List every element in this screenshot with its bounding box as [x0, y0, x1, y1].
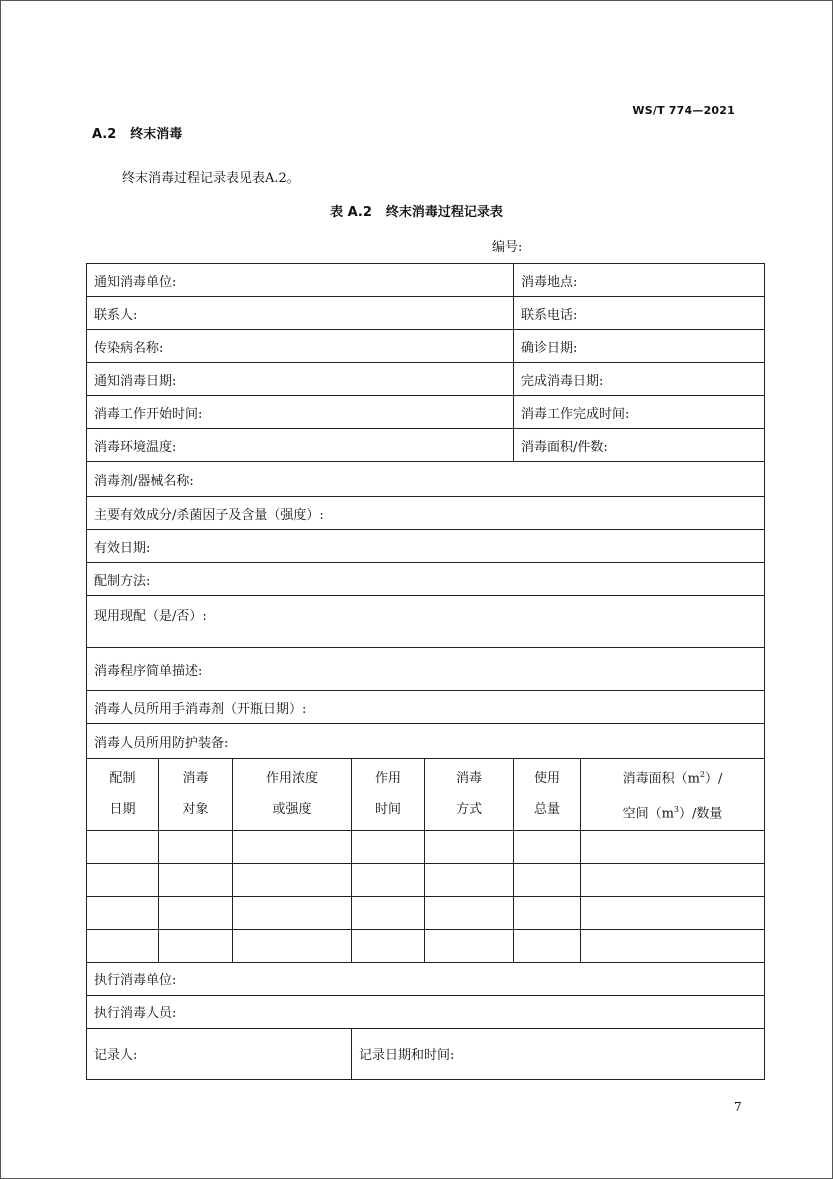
table-caption-title: 终末消毒过程记录表: [385, 205, 503, 220]
col-header-total: 使用 总量: [514, 759, 581, 831]
col-header-duration: 作用 时间: [352, 759, 425, 831]
entry-cell[interactable]: [581, 863, 765, 896]
col-header-object: 消毒 对象: [159, 759, 233, 831]
notify-unit-cell[interactable]: 通知消毒单位:: [87, 264, 514, 297]
entry-cell[interactable]: [425, 863, 514, 896]
prep-method-cell[interactable]: 配制方法:: [87, 563, 765, 596]
freshly-prepared-cell[interactable]: 现用现配（是/否）:: [87, 596, 765, 648]
disinfection-record-table: [86, 263, 765, 1080]
section-number: A.2: [92, 127, 117, 142]
entry-cell[interactable]: [514, 863, 581, 896]
table-row: [87, 462, 765, 497]
entry-cell[interactable]: [425, 929, 514, 962]
table-row: [87, 962, 765, 995]
col-header-prep-date: 配制 日期: [87, 759, 159, 831]
contact-phone-cell[interactable]: 联系电话:: [514, 297, 765, 330]
table-row: [87, 896, 765, 929]
section-title: 终末消毒: [130, 127, 183, 142]
table-row: [87, 929, 765, 962]
location-cell[interactable]: 消毒地点:: [514, 264, 765, 297]
entry-cell[interactable]: [159, 929, 233, 962]
exec-unit-cell[interactable]: 执行消毒单位:: [87, 962, 765, 995]
document-code: WS/T 774—2021: [632, 104, 735, 117]
ppe-cell[interactable]: 消毒人员所用防护装备:: [87, 724, 765, 759]
table-row: [87, 530, 765, 563]
record-datetime-cell[interactable]: 记录日期和时间:: [352, 1028, 765, 1079]
table-caption-number: 表 A.2: [330, 205, 372, 220]
area-count-cell[interactable]: 消毒面积/件数:: [514, 429, 765, 462]
hand-sanitizer-cell[interactable]: 消毒人员所用手消毒剂（开瓶日期）:: [87, 691, 765, 724]
notify-date-cell[interactable]: 通知消毒日期:: [87, 363, 514, 396]
entry-cell[interactable]: [514, 929, 581, 962]
table-row: [87, 563, 765, 596]
complete-date-cell[interactable]: 完成消毒日期:: [514, 363, 765, 396]
entry-cell[interactable]: [352, 929, 425, 962]
table-row: [87, 830, 765, 863]
col-header-area-volume: 消毒面积$(m^2)/$ 空间$(m^3)/$数量: [581, 759, 765, 831]
entry-cell[interactable]: [159, 830, 233, 863]
section-heading: [92, 123, 182, 142]
entry-cell[interactable]: [352, 863, 425, 896]
procedure-desc-cell[interactable]: 消毒程序简单描述:: [87, 648, 765, 691]
table-row: [87, 264, 765, 297]
intro-text: 终末消毒过程记录表见表A.2。: [122, 171, 300, 186]
entry-cell[interactable]: [159, 896, 233, 929]
entry-cell[interactable]: [87, 863, 159, 896]
entry-cell[interactable]: [233, 929, 352, 962]
table-row: [87, 497, 765, 530]
table-row: [87, 330, 765, 363]
expiry-cell[interactable]: 有效日期:: [87, 530, 765, 563]
entry-cell[interactable]: [425, 830, 514, 863]
entry-cell[interactable]: [352, 830, 425, 863]
finish-time-cell[interactable]: 消毒工作完成时间:: [514, 396, 765, 429]
start-time-cell[interactable]: 消毒工作开始时间:: [87, 396, 514, 429]
table-row: [87, 429, 765, 462]
table-row: [87, 363, 765, 396]
active-ingredient-cell[interactable]: 主要有效成分/杀菌因子及含量（强度）:: [87, 497, 765, 530]
entry-cell[interactable]: [581, 830, 765, 863]
entry-cell[interactable]: [87, 929, 159, 962]
entry-cell[interactable]: [87, 896, 159, 929]
entry-cell[interactable]: [581, 929, 765, 962]
table-row: [87, 863, 765, 896]
col-header-concentration: 作用浓度 或强度: [233, 759, 352, 831]
entry-cell[interactable]: [514, 830, 581, 863]
table-row: [87, 396, 765, 429]
table-row: [87, 648, 765, 691]
table-row: [87, 1028, 765, 1079]
entry-cell[interactable]: [233, 830, 352, 863]
entry-cell[interactable]: [87, 830, 159, 863]
entry-cell[interactable]: [581, 896, 765, 929]
exec-staff-cell[interactable]: 执行消毒人员:: [87, 995, 765, 1028]
table-row: [87, 995, 765, 1028]
table-caption: [0, 201, 833, 220]
table-row: [87, 691, 765, 724]
disease-name-cell[interactable]: 传染病名称:: [87, 330, 514, 363]
entry-cell[interactable]: [514, 896, 581, 929]
col-header-method: 消毒 方式: [425, 759, 514, 831]
entry-cell[interactable]: [233, 896, 352, 929]
table-row: [87, 596, 765, 648]
page-number: 7: [734, 1100, 742, 1114]
recorder-cell[interactable]: 记录人:: [87, 1028, 352, 1079]
contact-cell[interactable]: 联系人:: [87, 297, 514, 330]
env-temp-cell[interactable]: 消毒环境温度:: [87, 429, 514, 462]
table-row: [87, 297, 765, 330]
entry-cell[interactable]: [233, 863, 352, 896]
diagnosis-date-cell[interactable]: 确诊日期:: [514, 330, 765, 363]
agent-name-cell[interactable]: 消毒剂/器械名称:: [87, 462, 765, 497]
entry-cell[interactable]: [425, 896, 514, 929]
column-header-row: [87, 759, 765, 831]
entry-cell[interactable]: [159, 863, 233, 896]
entry-cell[interactable]: [352, 896, 425, 929]
table-row: [87, 724, 765, 759]
serial-number-label: 编号:: [492, 240, 523, 255]
